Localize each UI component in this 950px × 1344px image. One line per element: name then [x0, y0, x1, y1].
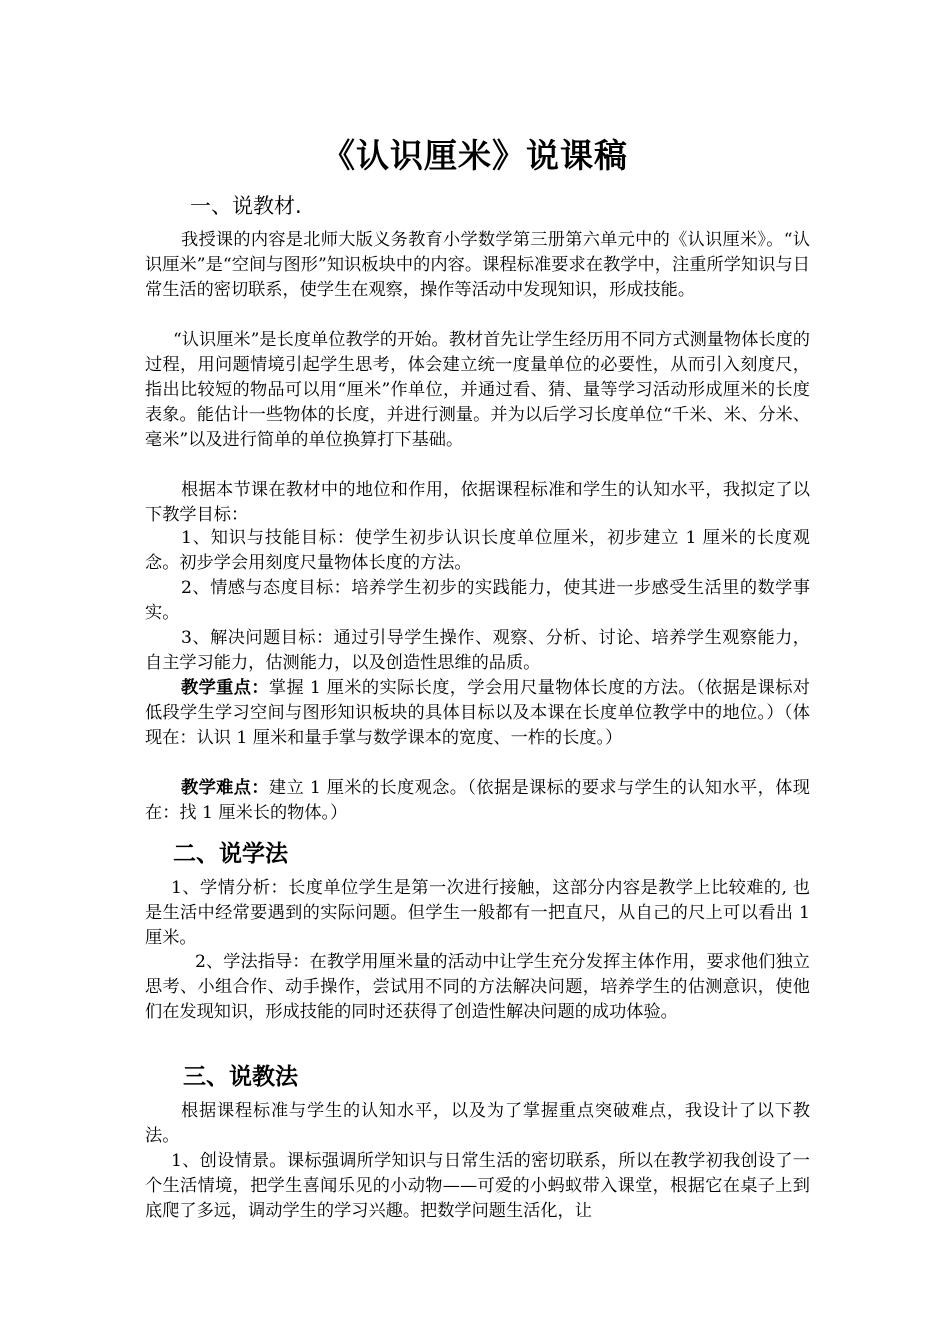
- paragraph: 我授课的内容是北师大版义务教育小学数学第三册第六单元中的《认识厘米》。“认识厘米”是“空间与图形”知识板块中的内容。课程标准要求在教学中，注重所学知识与日常生活的密切联系，使学生在观察，操作等活动中发现知识，形成技能。: [145, 230, 810, 300]
- difficulty-text: 建立 1 厘米的长度观念。（依据是课标的要求与学生的认知水平，体现在：找 1 厘米长的物体。）: [145, 778, 810, 823]
- paragraph: 3、解决问题目标：通过引导学生操作、观察、分析、讨论、培养学生观察能力，自主学习能力，估测能力，以及创造性思维的品质。: [145, 628, 810, 673]
- difficulty-paragraph: [145, 776, 810, 826]
- paragraph: 2、情感与态度目标：培养学生初步的实践能力，使其进一步感受生活里的数学事实。: [145, 578, 810, 623]
- key-point-paragraph: [145, 676, 810, 751]
- paragraph: 1、创设情景。课标强调所学知识与日常生活的密切联系，所以在教学初我创设了一个生活情境，把学生喜闻乐见的小动物——可爱的小蚂蚁带入课堂，根据它在桌子上到底爬了多远，调动学生的学习兴趣。把数学问题生活化，让: [145, 1151, 810, 1221]
- key-point-label: 教学重点：: [181, 678, 269, 698]
- paragraph: 2、学法指导：在教学用厘米量的活动中让学生充分发挥主体作用，要求他们独立思考、小组合作、动手操作，尝试用不同的方法解决问题，培养学生的估测意识，使他们在发现知识，形成技能的同时还获得了创造性解决问题的成功体验。: [145, 952, 810, 1022]
- document-title: 《认识厘米》说课稿: [322, 136, 628, 175]
- paragraph: 根据本节课在教材中的地位和作用，依据课程标准和学生的认知水平，我拟定了以下教学目标：: [145, 480, 810, 525]
- paragraph: “认识厘米”是长度单位教学的开始。教材首先让学生经历用不同方式测量物体长度的过程，用问题情境引起学生思考，体会建立统一度量单位的必要性，从而引入刻度尺，指出比较短的物品可以用“厘米”作单位，并通过看、猜、量等学习活动形成厘米的长度表象。能估计一些物体的长度，并进行测量。并为以后学习长度单位“千米、米、分米、毫米”以及进行简单的单位换算打下基础。: [145, 330, 810, 450]
- section-heading-textbook: 一、说教材.: [190, 194, 302, 218]
- difficulty-label: 教学难点：: [181, 778, 269, 798]
- paragraph: 根据课程标准与学生的认知水平，以及为了掌握重点突破难点，我设计了以下教法。: [145, 1101, 810, 1146]
- section-heading-teaching: 三、说教法: [183, 1064, 298, 1090]
- section-heading-learning: 二、说学法: [173, 841, 288, 867]
- key-point-text: 掌握 1 厘米的实际长度，学会用尺量物体长度的方法。（依据是课标对低段学生学习空间与图形知识板块的具体目标以及本课在长度单位教学中的地位。）（体现在：认识 1 厘米和量手掌与数学课本的宽度、一柞的长度。）: [145, 678, 810, 748]
- paragraph: 1、学情分析：长度单位学生是第一次进行接触，这部分内容是教学上比较难的, 也是生活中经常要遇到的实际问题。但学生一般都有一把直尺，从自己的尺上可以看出 1 厘米。: [145, 878, 810, 948]
- paragraph: 1、知识与技能目标：使学生初步认识长度单位厘米，初步建立 1 厘米的长度观念。初步学会用刻度尺量物体长度的方法。: [145, 528, 810, 573]
